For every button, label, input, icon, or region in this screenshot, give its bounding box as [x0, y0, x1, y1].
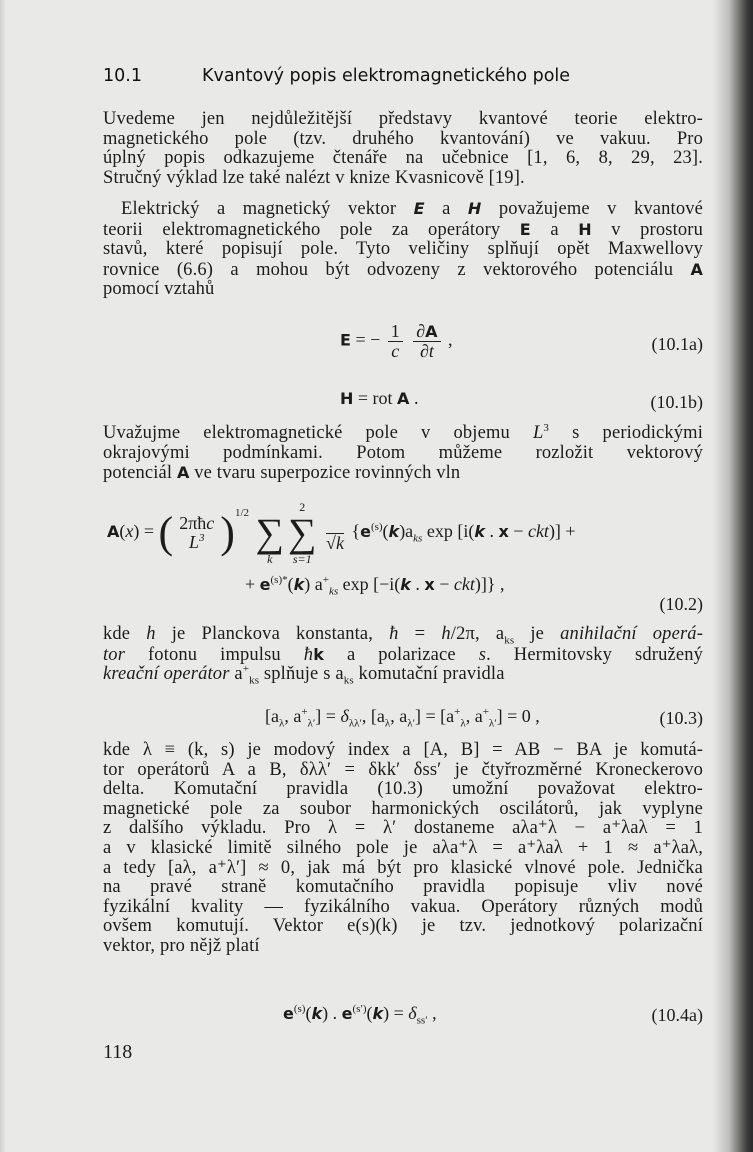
term-annihilation: anihilační operá-: [560, 624, 703, 644]
equation-body: H = rot A .: [340, 388, 419, 408]
equation-number: (10.1b): [650, 392, 703, 412]
equation-number: (10.1a): [651, 334, 703, 354]
text-span: ve tvaru superpozice rovinných vln: [189, 463, 461, 484]
page-left-edge: [0, 0, 6, 1152]
paragraph-operators: [103, 199, 703, 300]
text-line: a v klasické limitě silného pole je aλa⁺λ = a⁺λaλ + 1 ≈ a⁺λaλ,: [103, 837, 703, 858]
text-line: Stručný výklad lze také nalézt v knize Kvasnicově [19].: [103, 167, 525, 188]
operator-E: E: [519, 219, 531, 239]
text-line: [103, 220, 703, 241]
text-line: [103, 130, 703, 150]
equation-10-1b: [103, 388, 703, 428]
operator-A: A: [690, 259, 703, 279]
text-line: kde λ ≡ (k, s) je modový index a [A, B] = AB − BA je komutá-: [103, 740, 703, 760]
text-line: magnetické pole za soubor harmonických oscilátorů, jak vyplyne: [103, 798, 703, 819]
text-span: je: [514, 624, 561, 644]
term-creation: kreační operátor: [103, 664, 230, 685]
text-span: rovnice (6.6) a mohou být odvozeny z vektorového potenciálu: [103, 259, 691, 280]
text-span: komutační pravidla: [353, 664, 505, 685]
symbol-L: L: [532, 423, 544, 443]
paragraph-intro: [103, 110, 703, 188]
text-line: tor fotonu impulsu ħk a polarizace s. Hermitovsky sdružený: [103, 644, 703, 665]
text-line: na pravé straně komutačního pravidla popisuje vliv nové: [103, 877, 703, 898]
text-span: Uvažujme elektromagnetické pole v objemu: [103, 423, 533, 443]
equation-body: E = − $\frac{1}{c}$ $\frac{\partial A}{\partial t}$ ,: [340, 321, 453, 361]
operator-H: H: [578, 219, 592, 239]
equation-number: (10.3): [659, 708, 703, 728]
equation-body: [$a_\lambda$, $a^+_{\lambda'}] = \delta_{\lambda\lambda'}$, [$a_\lambda$, $a_{\lambda'}] = [a^+_\lambda$, $a^+_{\lambda'}] = 0$ ,: [265, 706, 540, 730]
text-line: [103, 199, 703, 220]
text-line: [103, 665, 703, 685]
subscript: ks: [504, 634, 515, 647]
paragraph-mode-index: [103, 741, 703, 957]
text-span: teorii elektromagnetického pole za operátory: [103, 219, 520, 240]
text-span: splňuje s a: [259, 664, 344, 685]
text-span: Elektrický a magnetický vektor: [121, 199, 414, 219]
text-line: delta. Komutační pravidla (10.3) umožní považovat elektro-: [103, 779, 703, 800]
text-line: tor operátorů A a B, δλλ′ = δkk′ δss′ je čtyřrozměrné Kroneckerovo: [103, 759, 703, 780]
text-line: Uvedeme jen nejdůležitější představy kvantové teorie elektro-: [103, 109, 703, 129]
text-line: fyzikální kvality — fyzikálního vakua. Operátory různých modů: [103, 896, 703, 917]
paragraph-operators-def: [103, 625, 703, 685]
paragraph-volume: [103, 421, 703, 484]
page-number: 118: [103, 1041, 133, 1063]
text-line: úplný popis odkazujeme čtenáře na učebnice [1, 6, 8, 29, 23].: [103, 148, 703, 169]
text-span: považujeme v kvantové: [481, 199, 703, 219]
text-line: vektor, pro nějž platí: [103, 935, 260, 956]
equation-line-1: A(x) = ( 2πħc $L^3$ )$^{1/2}$ ∑ k 2 ∑ s=1 √k {$e^{(s)}(k)a_{ks}$ exp [i(k . x − ckt)] +: [107, 500, 576, 566]
equation-10-4a: [103, 1003, 703, 1043]
equation-number: (10.2): [659, 594, 703, 614]
text-line: okrajovými podmínkami. Potom můžeme rozložit vektorový: [103, 442, 703, 463]
text-line: [103, 463, 703, 484]
text-span: a: [229, 664, 243, 685]
text-line: z dalšího výkladu. Pro λ = λ′ dostaneme aλa⁺λ − a⁺λaλ = 1: [103, 818, 703, 839]
exponent: 3: [543, 421, 550, 434]
equation-10-1a: [103, 322, 703, 362]
text-span: a: [424, 199, 468, 219]
text-line: pomocí vztahů: [103, 279, 215, 300]
section-number: 10.1: [103, 66, 142, 86]
page-binding-shadow: [713, 0, 753, 1152]
text-line: kde h je Planckova konstanta, ħ = h/2π, $a_{ks}$ je anihilační operá-: [103, 624, 703, 647]
section-title: Kvantový popis elektromagnetického pole: [202, 66, 571, 86]
text-span: a: [530, 219, 579, 240]
text-line: [103, 421, 703, 444]
subscript: ks: [343, 674, 354, 687]
text-span: v prostoru: [591, 219, 704, 240]
equation-line-2: + $e^{(s)*}(k)$ $a^+_{ks}$ exp [−i(k . x − ckt)]} ,: [245, 574, 505, 598]
symbol-H: H: [467, 199, 482, 218]
text-span: potenciál: [103, 463, 177, 484]
symbol-E: E: [413, 199, 425, 218]
equation-10-2: [103, 500, 703, 614]
equation-number: (10.4a): [651, 1005, 703, 1025]
equation-body: $e^{(s)}(k)$ . $e^{(s')}(k) = \delta_{ss'}$ ,: [283, 1003, 437, 1027]
text-line: ovšem komutují. Vektor e(s)(k) je tzv. jednotkový polarizační: [103, 916, 703, 937]
operator-A: A: [176, 463, 190, 483]
text-span: s periodickými: [549, 423, 703, 443]
term-annihilation-end: tor: [103, 644, 126, 665]
text-line: stavů, které popisují pole. Tyto veličiny splňují opět Maxwellovy: [103, 239, 703, 260]
subscript: ks: [249, 674, 260, 687]
text-line: [103, 260, 703, 281]
superscript: +: [242, 663, 250, 676]
text-line: a tedy [aλ, a⁺λ′] ≈ 0, jak má být pro klasické vlnové pole. Jednička: [103, 857, 703, 878]
text-span: magnetického pole (tzv. druhého kvantování) ve vakuu. Pro: [103, 128, 703, 149]
